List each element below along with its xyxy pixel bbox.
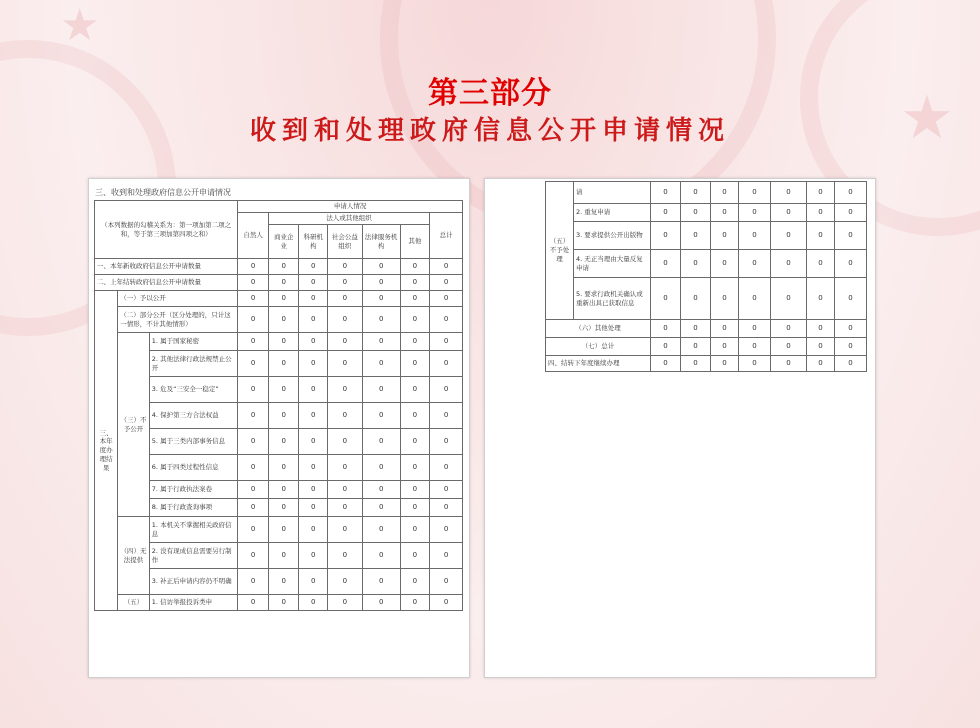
table-cell: 0 — [835, 204, 867, 222]
table-cell: 0 — [327, 403, 362, 429]
row-label: 4. 保护第三方合法权益 — [149, 403, 238, 429]
table-row — [95, 291, 463, 307]
table-cell: 0 — [299, 543, 327, 569]
table-cell: 0 — [299, 307, 327, 333]
table-cell: 0 — [268, 499, 299, 517]
table-cell: 0 — [268, 307, 299, 333]
table-row — [95, 377, 463, 403]
table-cell: 0 — [430, 517, 463, 543]
table-cell: 0 — [430, 377, 463, 403]
row-label: 3. 要求提供公开出版物 — [574, 222, 651, 250]
table-cell: 0 — [807, 356, 835, 372]
table-row — [546, 356, 867, 372]
table-cell: 0 — [327, 259, 362, 275]
table-cell: 0 — [299, 569, 327, 595]
table-row — [95, 275, 463, 291]
table-cell: 0 — [299, 333, 327, 351]
table-cell: 0 — [362, 543, 400, 569]
star-icon: ★ — [900, 83, 954, 153]
table-cell: 0 — [739, 278, 771, 320]
table-cell: 0 — [711, 278, 739, 320]
table-cell: 0 — [238, 517, 269, 543]
table-cell: 0 — [327, 595, 362, 611]
table-cell: 0 — [400, 517, 430, 543]
table-cell: 0 — [681, 320, 711, 338]
row-group-label: （四）无法提供 — [118, 517, 150, 595]
row-label: 7. 属于行政执法案卷 — [149, 481, 238, 499]
table-cell: 0 — [430, 351, 463, 377]
table-cell: 0 — [268, 481, 299, 499]
table-cell: 0 — [835, 222, 867, 250]
row-label: 1. 信访举报投诉类申 — [149, 595, 238, 611]
row-label: 一、本年新收政府信息公开申请数量 — [95, 259, 238, 275]
table-cell: 0 — [268, 351, 299, 377]
col-header: 自然人 — [238, 213, 269, 259]
table-cell: 0 — [400, 351, 430, 377]
table-cell: 0 — [835, 182, 867, 204]
table-row — [95, 403, 463, 429]
table-cell: 0 — [430, 429, 463, 455]
table-cell: 0 — [807, 182, 835, 204]
col-header-applicant: 申请人情况 — [238, 201, 463, 213]
table-cell: 0 — [362, 429, 400, 455]
carryover-table — [545, 355, 867, 372]
table-cell: 0 — [238, 595, 269, 611]
row-label: （一）予以公开 — [118, 291, 238, 307]
table-cell: 0 — [400, 455, 430, 481]
table-cell: 0 — [362, 333, 400, 351]
table-cell: 0 — [681, 278, 711, 320]
table-cell: 0 — [681, 338, 711, 356]
application-table-continued — [545, 181, 867, 356]
row-label: （七）总计 — [546, 338, 651, 356]
row-label: 2. 重复申请 — [574, 204, 651, 222]
table-cell: 0 — [299, 429, 327, 455]
table-cell: 0 — [362, 595, 400, 611]
table-cell: 0 — [430, 455, 463, 481]
table-cell: 0 — [299, 403, 327, 429]
table-cell: 0 — [299, 291, 327, 307]
row-label: 4. 无正当理由大量反复申请 — [574, 250, 651, 278]
table-cell: 0 — [430, 333, 463, 351]
col-header: 社会公益组织 — [327, 225, 362, 259]
table-cell: 0 — [400, 307, 430, 333]
table-cell: 0 — [681, 356, 711, 372]
table-cell: 0 — [430, 595, 463, 611]
table-cell: 0 — [400, 595, 430, 611]
row-label: 2. 其他法律行政法规禁止公开 — [149, 351, 238, 377]
row-label: 5. 属于三类内部事务信息 — [149, 429, 238, 455]
document-page-left — [88, 178, 470, 678]
table-cell: 0 — [362, 517, 400, 543]
table-cell: 0 — [327, 569, 362, 595]
table-cell: 0 — [238, 291, 269, 307]
row-label: 6. 属于四类过程性信息 — [149, 455, 238, 481]
table-cell: 0 — [327, 455, 362, 481]
table-cell: 0 — [651, 320, 681, 338]
table-cell: 0 — [268, 403, 299, 429]
table-cell: 0 — [835, 320, 867, 338]
table-cell: 0 — [771, 182, 807, 204]
table-cell: 0 — [299, 377, 327, 403]
table-cell: 0 — [327, 275, 362, 291]
table-cell: 0 — [362, 569, 400, 595]
table-cell: 0 — [771, 278, 807, 320]
table-row — [546, 222, 867, 250]
table-row — [546, 338, 867, 356]
row-label: （二）部分公开（区分处理的，只计这一情形，不计其他情形） — [118, 307, 238, 333]
table-cell: 0 — [711, 182, 739, 204]
table-cell: 0 — [400, 275, 430, 291]
table-cell: 0 — [268, 259, 299, 275]
table-cell: 0 — [711, 320, 739, 338]
table-row — [95, 595, 463, 611]
table-cell: 0 — [238, 569, 269, 595]
table-cell: 0 — [238, 455, 269, 481]
table-cell: 0 — [651, 278, 681, 320]
row-label: （六）其他处理 — [546, 320, 651, 338]
table-cell: 0 — [430, 307, 463, 333]
table-cell: 0 — [807, 278, 835, 320]
table-cell: 0 — [711, 338, 739, 356]
table-cell: 0 — [299, 275, 327, 291]
table-row — [95, 481, 463, 499]
table-cell: 0 — [681, 250, 711, 278]
table-cell: 0 — [238, 307, 269, 333]
table-cell: 0 — [362, 481, 400, 499]
table-cell: 0 — [238, 333, 269, 351]
row-label: 8. 属于行政查询事项 — [149, 499, 238, 517]
table-cell: 0 — [268, 429, 299, 455]
table-cell: 0 — [327, 291, 362, 307]
table-cell: 0 — [268, 275, 299, 291]
table-cell: 0 — [400, 481, 430, 499]
table-cell: 0 — [362, 499, 400, 517]
table-cell: 0 — [238, 481, 269, 499]
table-cell: 0 — [400, 543, 430, 569]
table-cell: 0 — [400, 499, 430, 517]
table-cell: 0 — [327, 429, 362, 455]
row-label: 3. 危及“三安全一稳定” — [149, 377, 238, 403]
col-header: 科研机构 — [299, 225, 327, 259]
table-cell: 0 — [238, 275, 269, 291]
table-cell: 0 — [400, 403, 430, 429]
table-cell: 0 — [739, 250, 771, 278]
col-header: 其他 — [400, 225, 430, 259]
row-group-label: （五） — [118, 595, 150, 611]
row-group-label: （三）不予公开 — [118, 333, 150, 517]
table-cell: 0 — [268, 455, 299, 481]
table-cell: 0 — [430, 291, 463, 307]
table-cell: 0 — [400, 429, 430, 455]
row-label: 2. 没有现成信息需要另行制作 — [149, 543, 238, 569]
table-cell: 0 — [238, 259, 269, 275]
table-cell: 0 — [807, 204, 835, 222]
table-cell: 0 — [268, 377, 299, 403]
table-cell: 0 — [771, 356, 807, 372]
table-cell: 0 — [327, 481, 362, 499]
table-cell: 0 — [362, 291, 400, 307]
table-row — [95, 333, 463, 351]
table-cell: 0 — [430, 543, 463, 569]
table-cell: 0 — [771, 338, 807, 356]
table-cell: 0 — [739, 356, 771, 372]
table-cell: 0 — [327, 517, 362, 543]
table-cell: 0 — [681, 182, 711, 204]
table-row — [95, 351, 463, 377]
table-cell: 0 — [835, 356, 867, 372]
table-cell: 0 — [362, 351, 400, 377]
table-cell: 0 — [238, 403, 269, 429]
table-cell: 0 — [711, 356, 739, 372]
doc-title: 三、收到和处理政府信息公开申请情况 — [95, 188, 231, 197]
row-label: 1. 本机关不掌握相关政府信息 — [149, 517, 238, 543]
row-label: 四、结转下年度继续办理 — [546, 356, 651, 372]
table-cell: 0 — [400, 291, 430, 307]
table-cell: 0 — [739, 204, 771, 222]
table-cell: 0 — [299, 455, 327, 481]
row-label: 二、上年结转政府信息公开申请数量 — [95, 275, 238, 291]
table-cell: 0 — [268, 333, 299, 351]
col-header: 法律服务机构 — [362, 225, 400, 259]
table-cell: 0 — [711, 204, 739, 222]
col-header: 商业企业 — [268, 225, 299, 259]
row-label: 5. 要求行政机关确认或重新出具已获取信息 — [574, 278, 651, 320]
table-cell: 0 — [327, 307, 362, 333]
table-cell: 0 — [238, 543, 269, 569]
table-cell: 0 — [268, 517, 299, 543]
table-cell: 0 — [711, 222, 739, 250]
table-row — [546, 204, 867, 222]
row-label: 3. 补正后申请内容仍不明确 — [149, 569, 238, 595]
table-cell: 0 — [268, 543, 299, 569]
table-row — [546, 182, 867, 204]
table-row — [546, 250, 867, 278]
table-cell: 0 — [651, 182, 681, 204]
table-cell: 0 — [268, 595, 299, 611]
table-cell: 0 — [430, 569, 463, 595]
row-label: 请 — [574, 182, 651, 204]
table-row — [546, 320, 867, 338]
table-cell: 0 — [362, 307, 400, 333]
table-cell: 0 — [651, 204, 681, 222]
table-row — [95, 429, 463, 455]
table-cell: 0 — [739, 320, 771, 338]
table-cell: 0 — [268, 291, 299, 307]
table-cell: 0 — [807, 222, 835, 250]
table-cell: 0 — [711, 250, 739, 278]
table-cell: 0 — [400, 377, 430, 403]
table-row — [95, 307, 463, 333]
table-row — [95, 543, 463, 569]
table-cell: 0 — [362, 259, 400, 275]
table-cell: 0 — [299, 259, 327, 275]
table-cell: 0 — [771, 250, 807, 278]
table-cell: 0 — [430, 403, 463, 429]
row-group-label: （五）不予处理 — [546, 182, 574, 320]
table-cell: 0 — [651, 338, 681, 356]
table-cell: 0 — [807, 338, 835, 356]
table-cell: 0 — [430, 259, 463, 275]
table-cell: 0 — [739, 338, 771, 356]
table-cell: 0 — [771, 204, 807, 222]
table-cell: 0 — [299, 499, 327, 517]
table-cell: 0 — [430, 275, 463, 291]
table-cell: 0 — [835, 338, 867, 356]
col-header: 总计 — [430, 213, 463, 259]
table-note: （本列数据的勾稽关系为：第一项加第二项之和，等于第三项加第四项之和） — [95, 201, 238, 259]
table-cell: 0 — [299, 481, 327, 499]
table-cell: 0 — [651, 356, 681, 372]
table-cell: 0 — [268, 569, 299, 595]
table-cell: 0 — [299, 517, 327, 543]
section-title: 第三部分 — [428, 77, 552, 110]
table-cell: 0 — [238, 351, 269, 377]
table-cell: 0 — [681, 204, 711, 222]
col-header-legal: 法人或其他组织 — [268, 213, 429, 225]
table-cell: 0 — [771, 320, 807, 338]
table-row — [95, 499, 463, 517]
table-row — [95, 517, 463, 543]
table-cell: 0 — [651, 222, 681, 250]
document-page-right — [484, 178, 876, 678]
table-cell: 0 — [327, 333, 362, 351]
table-cell: 0 — [299, 351, 327, 377]
table-row — [95, 455, 463, 481]
table-cell: 0 — [400, 333, 430, 351]
application-table — [94, 200, 463, 611]
table-cell: 0 — [430, 481, 463, 499]
table-cell: 0 — [327, 499, 362, 517]
table-cell: 0 — [362, 403, 400, 429]
table-cell: 0 — [400, 569, 430, 595]
table-row — [95, 569, 463, 595]
star-icon: ★ — [60, 0, 100, 51]
table-cell: 0 — [739, 222, 771, 250]
table-row — [95, 259, 463, 275]
table-cell: 0 — [739, 182, 771, 204]
table-row — [546, 278, 867, 320]
row-group-label: 三、本年度办理结果 — [95, 291, 118, 611]
table-cell: 0 — [835, 250, 867, 278]
table-cell: 0 — [327, 543, 362, 569]
table-cell: 0 — [835, 278, 867, 320]
row-label: 1. 属于国家秘密 — [149, 333, 238, 351]
table-cell: 0 — [362, 455, 400, 481]
table-cell: 0 — [362, 377, 400, 403]
table-cell: 0 — [299, 595, 327, 611]
table-cell: 0 — [807, 320, 835, 338]
table-cell: 0 — [238, 377, 269, 403]
table-cell: 0 — [327, 351, 362, 377]
section-subtitle: 收到和处理政府信息公开申请情况 — [249, 116, 730, 146]
table-cell: 0 — [771, 222, 807, 250]
table-cell: 0 — [651, 250, 681, 278]
table-cell: 0 — [807, 250, 835, 278]
table-cell: 0 — [400, 259, 430, 275]
table-cell: 0 — [238, 499, 269, 517]
table-cell: 0 — [327, 377, 362, 403]
table-cell: 0 — [430, 499, 463, 517]
table-cell: 0 — [238, 429, 269, 455]
table-cell: 0 — [681, 222, 711, 250]
table-cell: 0 — [362, 275, 400, 291]
